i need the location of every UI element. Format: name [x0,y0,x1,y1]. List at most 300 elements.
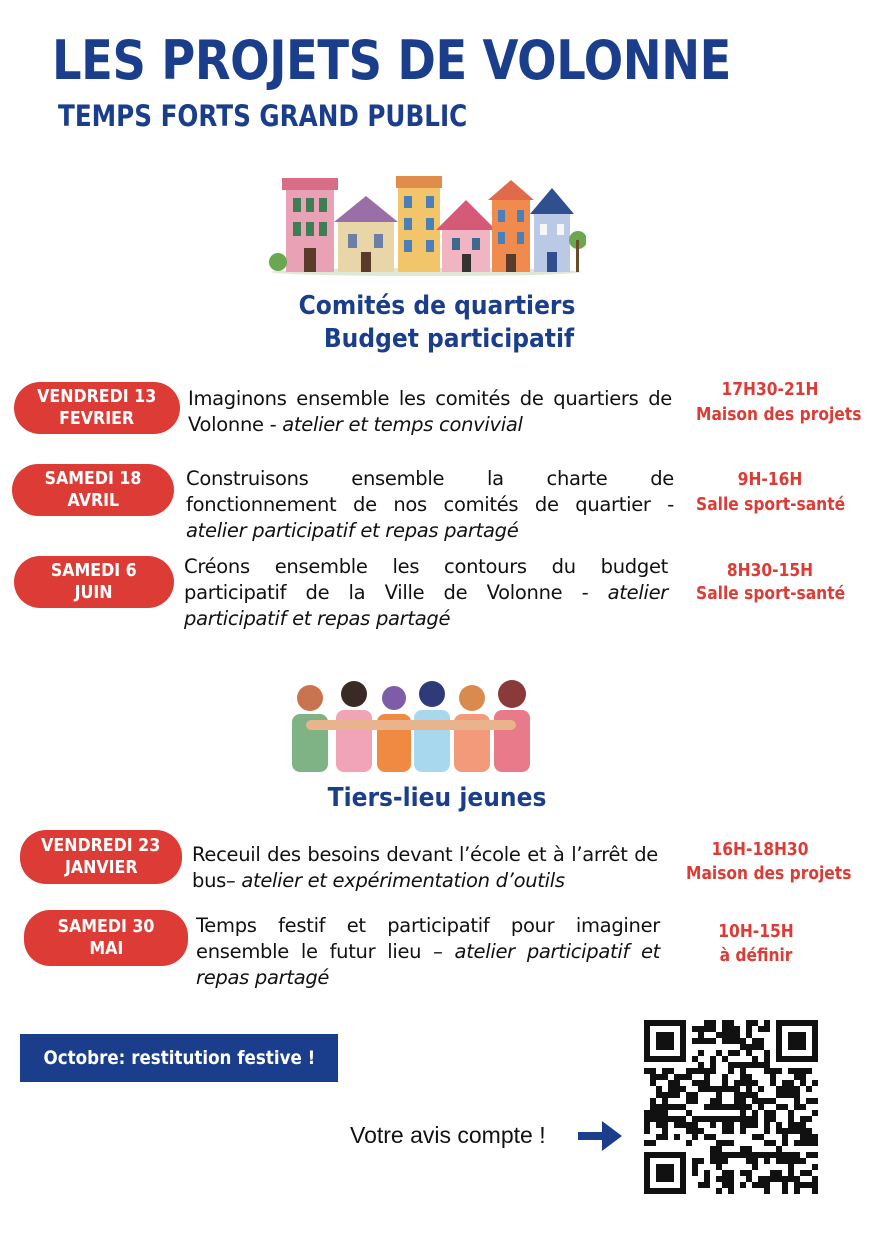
qr-module [668,1080,674,1086]
qr-module [650,1116,656,1122]
event-date-day: VENDREDI 13 [37,386,157,407]
qr-module [674,1134,680,1140]
qr-module [782,1134,788,1140]
qr-module [794,1128,800,1134]
qr-module [740,1092,746,1098]
qr-module [746,1092,752,1098]
qr-module [764,1128,770,1134]
event-date-month: MAI [89,938,123,959]
qr-module [704,1182,710,1188]
qr-module [740,1110,746,1116]
qr-module [716,1086,722,1092]
qr-module [758,1134,764,1140]
qr-module [800,1182,806,1188]
qr-module [710,1158,716,1164]
qr-module [710,1152,716,1158]
qr-module [722,1020,728,1026]
qr-module [764,1176,770,1182]
qr-module [722,1116,728,1122]
qr-module [698,1080,704,1086]
qr-module [710,1116,716,1122]
event-date-month: FEVRIER [59,408,135,429]
qr-module [662,1110,668,1116]
qr-module [692,1164,698,1170]
qr-module [758,1044,764,1050]
qr-module [782,1092,788,1098]
qr-module [650,1080,656,1086]
qr-module [770,1080,776,1086]
qr-module [800,1134,806,1140]
qr-module [644,1110,650,1116]
qr-module [794,1176,800,1182]
qr-module [788,1164,794,1170]
qr-module [740,1182,746,1188]
qr-module [788,1116,794,1122]
qr-module [680,1104,686,1110]
qr-module [752,1116,758,1122]
qr-module [698,1026,704,1032]
qr-module [782,1152,788,1158]
qr-module [764,1188,770,1194]
qr-module [782,1080,788,1086]
qr-module [692,1092,698,1098]
qr-module [716,1050,722,1056]
qr-module [758,1152,764,1158]
qr-module [782,1188,788,1194]
qr-module [686,1068,692,1074]
qr-module [698,1086,704,1092]
qr-module [656,1086,662,1092]
event-place: Maison des projets [686,863,852,884]
qr-module [734,1050,740,1056]
qr-module [722,1056,728,1062]
qr-module [740,1104,746,1110]
qr-module [746,1026,752,1032]
qr-module [674,1122,680,1128]
qr-module [764,1110,770,1116]
qr-module [770,1098,776,1104]
qr-module [752,1158,758,1164]
qr-module [776,1092,782,1098]
qr-module [716,1098,722,1104]
qr-module [752,1152,758,1158]
qr-module [734,1092,740,1098]
qr-module [776,1122,782,1128]
qr-module [746,1176,752,1182]
qr-module [764,1068,770,1074]
qr-module [746,1152,752,1158]
qr-module [704,1104,710,1110]
qr-module [710,1026,716,1032]
qr-module [812,1080,818,1086]
qr-module [722,1032,728,1038]
qr-module [716,1146,722,1152]
qr-module [650,1068,656,1074]
event-date-day: SAMEDI 6 [51,560,137,581]
event-date-badge [14,556,174,608]
qr-module [734,1062,740,1068]
qr-module [692,1098,698,1104]
qr-module [668,1086,674,1092]
qr-module [752,1164,758,1170]
qr-module [698,1062,704,1068]
qr-module [758,1182,764,1188]
qr-module [716,1158,722,1164]
qr-module [776,1158,782,1164]
qr-module [686,1110,692,1116]
qr-module [656,1110,662,1116]
qr-module [644,1068,650,1074]
qr-module [680,1074,686,1080]
qr-module [800,1170,806,1176]
qr-module [806,1182,812,1188]
qr-module [734,1116,740,1122]
qr-module [698,1068,704,1074]
qr-module [788,1092,794,1098]
qr-module [752,1110,758,1116]
qr-module [740,1170,746,1176]
qr-module [764,1158,770,1164]
qr-module [734,1080,740,1086]
qr-module [734,1086,740,1092]
qr-module [776,1104,782,1110]
qr-module [800,1104,806,1110]
qr-module [728,1188,734,1194]
qr-module [656,1104,662,1110]
qr-module [650,1074,656,1080]
qr-module [698,1032,704,1038]
qr-module [770,1074,776,1080]
qr-module [812,1140,818,1146]
qr-module [728,1152,734,1158]
qr-module [728,1050,734,1056]
qr-module [764,1020,770,1026]
qr-module [716,1176,722,1182]
page-subtitle: TEMPS FORTS GRAND PUBLIC [58,99,468,133]
qr-module [746,1032,752,1038]
qr-module [722,1158,728,1164]
qr-module [812,1098,818,1104]
qr-module [782,1158,788,1164]
qr-module [776,1086,782,1092]
qr-module [746,1158,752,1164]
qr-module [734,1152,740,1158]
qr-module [662,1074,668,1080]
qr-module [758,1062,764,1068]
qr-module [710,1056,716,1062]
qr-module [656,1092,662,1098]
event-time: 17H30-21H [721,379,819,400]
qr-module [674,1086,680,1092]
qr-module [686,1128,692,1134]
qr-module [704,1080,710,1086]
qr-module [800,1140,806,1146]
qr-module [692,1158,698,1164]
qr-module [692,1128,698,1134]
qr-module [794,1188,800,1194]
qr-module [782,1128,788,1134]
event-place: Salle sport-santé [696,583,846,604]
qr-module [644,1128,650,1134]
qr-module [806,1152,812,1158]
qr-module [644,1140,650,1146]
qr-module [698,1050,704,1056]
qr-module [800,1074,806,1080]
qr-module [770,1110,776,1116]
qr-module [674,1104,680,1110]
qr-module [764,1062,770,1068]
qr-module [686,1092,692,1098]
qr-module [758,1038,764,1044]
qr-module [794,1104,800,1110]
qr-module [752,1044,758,1050]
event-time: 10H-15H [718,921,794,942]
qr-module [692,1026,698,1032]
qr-module [674,1092,680,1098]
qr-module [710,1146,716,1152]
qr-module [770,1170,776,1176]
qr-code-icon[interactable] [644,1020,818,1194]
qr-module [728,1020,734,1026]
qr-module [728,1026,734,1032]
arrow-right-icon [576,1118,624,1154]
qr-module [692,1056,698,1062]
qr-module [740,1044,746,1050]
qr-module [650,1104,656,1110]
restitution-banner: Octobre: restitution festive ! [20,1034,338,1082]
qr-module [656,1074,662,1080]
qr-module [812,1152,818,1158]
qr-module [722,1104,728,1110]
qr-module [752,1020,758,1026]
qr-module [746,1146,752,1152]
qr-module [788,1086,794,1092]
qr-module [710,1038,716,1044]
qr-module [668,1116,674,1122]
qr-module [806,1086,812,1092]
event-description: Construisons ensemble la charte de fonctionnement de nos comités de quartier - atelier participatif et repas partagé [186,467,674,542]
qr-module [746,1122,752,1128]
qr-module [662,1068,668,1074]
qr-module [752,1134,758,1140]
event-date-badge [12,464,174,516]
qr-module [812,1110,818,1116]
qr-module [776,1152,782,1158]
page-title: LES PROJETS DE VOLONNE [52,29,731,92]
qr-module [644,1116,650,1122]
qr-module [704,1026,710,1032]
event-description: Receuil des besoins devant l’école et à l’arrêt de bus– atelier et expérimentation d’outils [192,843,658,892]
qr-module [752,1182,758,1188]
qr-module [764,1026,770,1032]
qr-module [752,1080,758,1086]
qr-module [746,1116,752,1122]
qr-module [788,1128,794,1134]
qr-module [716,1092,722,1098]
qr-module [728,1104,734,1110]
qr-module [680,1122,686,1128]
event-place: Salle sport-santé [696,494,846,515]
qr-module [698,1116,704,1122]
qr-module [782,1140,788,1146]
event-place: Maison des projets [696,404,862,425]
qr-module [704,1020,710,1026]
qr-module [740,1062,746,1068]
event-description: Temps festif et participatif pour imaginer ensemble le futur lieu – atelier participatif et repas partagé [196,914,660,989]
qr-module [710,1104,716,1110]
qr-module [692,1116,698,1122]
qr-module [806,1098,812,1104]
qr-module [728,1038,734,1044]
qr-module [776,1146,782,1152]
event-time: 9H-16H [737,469,803,490]
qr-module [794,1122,800,1128]
qr-module [788,1170,794,1176]
qr-module [698,1128,704,1134]
qr-module [806,1140,812,1146]
qr-module [650,1140,656,1146]
qr-module [710,1020,716,1026]
qr-module [722,1182,728,1188]
qr-module [764,1116,770,1122]
qr-module [662,1116,668,1122]
qr-module [704,1038,710,1044]
qr-module [806,1116,812,1122]
qr-module [656,1122,662,1128]
qr-module [776,1176,782,1182]
qr-module [662,1098,668,1104]
event-date-month: AVRIL [67,490,119,511]
qr-module [650,1110,656,1116]
qr-module [692,1122,698,1128]
qr-module [668,1092,674,1098]
qr-module [728,1140,734,1146]
qr-module [686,1122,692,1128]
qr-module [704,1170,710,1176]
event-time: 16H-18H30 [711,839,809,860]
qr-module [782,1176,788,1182]
qr-module [788,1176,794,1182]
qr-module [668,1068,674,1074]
qr-module [650,1098,656,1104]
qr-module [668,1104,674,1110]
qr-module [662,1134,668,1140]
qr-module [692,1068,698,1074]
qr-module [734,1038,740,1044]
event-date-day: SAMEDI 30 [57,916,155,937]
qr-module [752,1122,758,1128]
qr-module [794,1098,800,1104]
qr-module [770,1068,776,1074]
qr-module [800,1122,806,1128]
qr-module [740,1068,746,1074]
qr-module [794,1074,800,1080]
qr-module [782,1182,788,1188]
qr-module [794,1086,800,1092]
qr-module [644,1122,650,1128]
qr-module [758,1104,764,1110]
qr-module [800,1116,806,1122]
event-date-badge [24,910,188,966]
qr-module [728,1170,734,1176]
qr-module [728,1176,734,1182]
qr-module [722,1170,728,1176]
qr-module [746,1020,752,1026]
qr-module [806,1128,812,1134]
qr-module [686,1098,692,1104]
qr-module [746,1170,752,1176]
qr-module [764,1050,770,1056]
qr-module [710,1098,716,1104]
qr-module [716,1152,722,1158]
event-date-badge [14,382,180,434]
qr-module [800,1080,806,1086]
qr-module [698,1038,704,1044]
qr-module [788,1122,794,1128]
qr-module [728,1086,734,1092]
qr-module [794,1182,800,1188]
event-date-month: JUIN [75,582,113,603]
qr-module [704,1176,710,1182]
houses-illustration [266,168,586,278]
qr-module [722,1176,728,1182]
qr-module [656,1116,662,1122]
qr-module [746,1080,752,1086]
qr-module [770,1116,776,1122]
qr-module [656,1134,662,1140]
qr-module [794,1140,800,1146]
qr-module [728,1122,734,1128]
qr-module [710,1068,716,1074]
qr-module [782,1086,788,1092]
qr-module [752,1062,758,1068]
section-title-comites: Comités de quartiers [298,291,576,321]
qr-module [692,1134,698,1140]
event-date-month: JANVIER [64,857,138,878]
qr-module [752,1056,758,1062]
qr-module [794,1068,800,1074]
event-date-badge [20,830,182,884]
qr-module [722,1026,728,1032]
qr-module [770,1152,776,1158]
qr-module [698,1158,704,1164]
qr-module [674,1116,680,1122]
qr-module [680,1116,686,1122]
qr-module [758,1176,764,1182]
section-title-budget: Budget participatif [323,324,575,354]
qr-module [770,1176,776,1182]
qr-module [728,1128,734,1134]
qr-module [758,1098,764,1104]
qr-module [728,1032,734,1038]
qr-module [746,1050,752,1056]
qr-module [722,1080,728,1086]
qr-module [728,1062,734,1068]
qr-module [800,1158,806,1164]
qr-module [680,1086,686,1092]
event-place: à définir [719,945,793,966]
qr-module [746,1044,752,1050]
qr-module [776,1128,782,1134]
qr-module [794,1152,800,1158]
qr-module [692,1080,698,1086]
qr-module [710,1134,716,1140]
qr-module [686,1074,692,1080]
qr-module [674,1080,680,1086]
qr-module [698,1182,704,1188]
qr-module [752,1092,758,1098]
qr-module [686,1140,692,1146]
